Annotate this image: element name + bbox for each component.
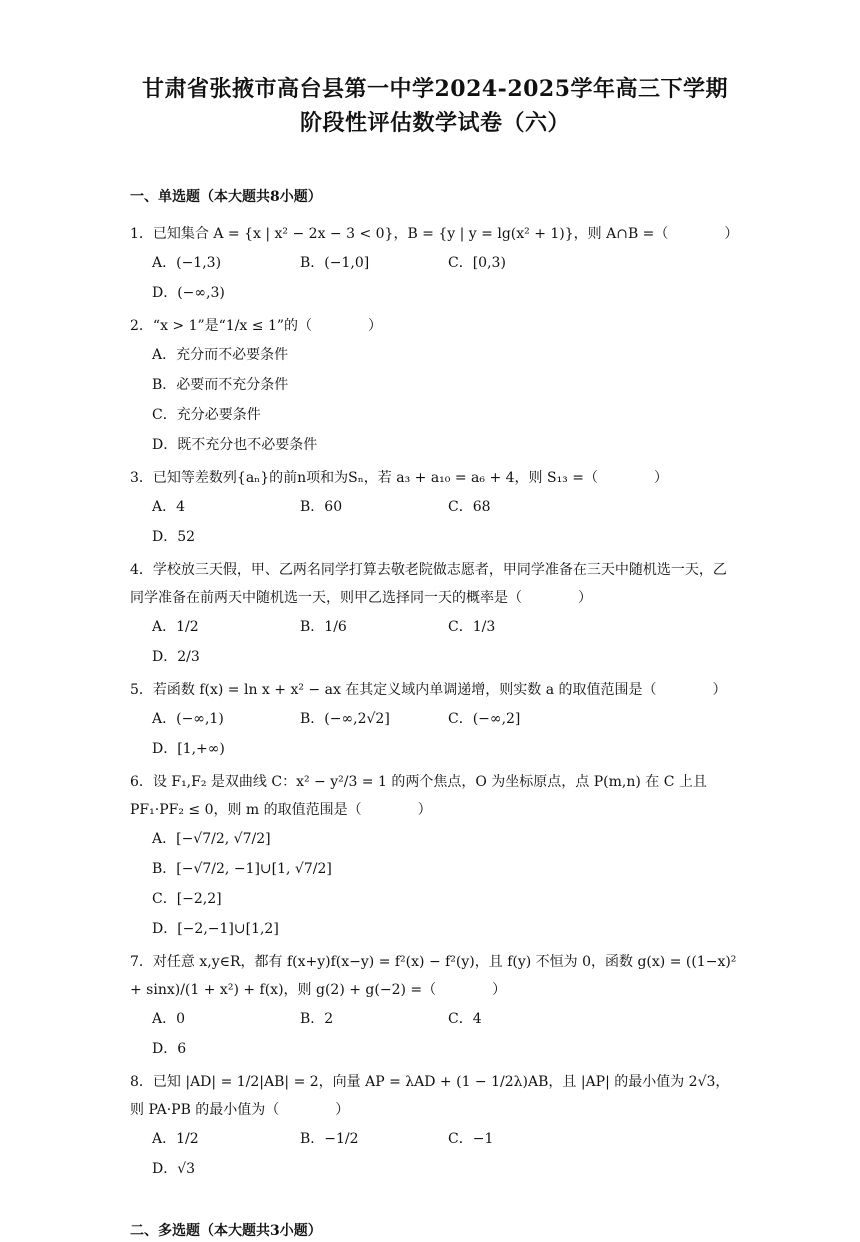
option-b: B．(−∞,2√2] bbox=[300, 711, 390, 727]
option-b: B．必要而不充分条件 bbox=[152, 377, 289, 393]
page-title-line-1: 甘肃省张掖市高台县第一中学2024-2025学年高三下学期 bbox=[141, 76, 729, 102]
option-c: C．[−2,2] bbox=[152, 891, 222, 907]
section-heading-single-choice: 一、单选题（本大题共8小题） bbox=[130, 189, 322, 205]
option-a: A．充分而不必要条件 bbox=[152, 347, 289, 363]
option-a: A．(−∞,1) bbox=[152, 711, 224, 727]
option-d: D．[−2,−1]∪[1,2] bbox=[152, 921, 279, 937]
question-6 bbox=[130, 768, 740, 944]
question-4 bbox=[130, 556, 740, 672]
option-c: C．充分必要条件 bbox=[152, 407, 261, 423]
question-stem: 6．设 F₁,F₂ 是双曲线 C：x² − y²/3 = 1 的两个焦点，O 为坐标原点，点 P(m,n) 在 C 上且 PF₁·PF₂ ≤ 0，则 m 的取值范围是（ ） bbox=[130, 774, 707, 818]
options-row bbox=[152, 1004, 740, 1064]
question-3 bbox=[130, 464, 740, 552]
section-heading-multiple-choice: 二、多选题（本大题共3小题） bbox=[130, 1223, 322, 1239]
option-b: B．2 bbox=[300, 1011, 334, 1027]
option-c: C．4 bbox=[448, 1011, 482, 1027]
option-a: A．(−1,3) bbox=[152, 255, 222, 271]
options-row bbox=[152, 492, 740, 552]
question-stem: 7．对任意 x,y∈R，都有 f(x+y)f(x−y) = f²(x) − f²(y)，且 f(y) 不恒为 0，函数 g(x) = ((1−x)² + sinx)/(1 + x²) + f(x)，则 g(2) + g(−2) =（ ） bbox=[130, 954, 737, 998]
option-d: D．√3 bbox=[152, 1161, 196, 1177]
option-b: B．−1/2 bbox=[300, 1131, 359, 1147]
option-d: D．2/3 bbox=[152, 649, 200, 665]
options-row bbox=[152, 704, 740, 764]
option-d: D．(−∞,3) bbox=[152, 285, 225, 301]
option-b: B．60 bbox=[300, 499, 343, 515]
option-c: C．[0,3) bbox=[448, 255, 506, 271]
question-stem: 3．已知等差数列{aₙ}的前n项和为Sₙ，若 a₃ + a₁₀ = a₆ + 4，则 S₁₃ =（ ） bbox=[130, 470, 668, 486]
option-a: A．1/2 bbox=[152, 619, 199, 635]
option-c: C．1/3 bbox=[448, 619, 496, 635]
question-stem: 8．已知 |AD| = 1/2|AB| = 2，向量 AP = λAD + (1 − 1/2λ)AB，且 |AP| 的最小值为 2√3，则 PA·PB 的最小值为（ ） bbox=[130, 1074, 730, 1118]
options-grid bbox=[152, 340, 740, 460]
question-stem: 5．若函数 f(x) = ln x + x² − ax 在其定义域内单调递增，则实数 a 的取值范围是（ ） bbox=[130, 682, 727, 698]
option-a: A．1/2 bbox=[152, 1131, 199, 1147]
question-5 bbox=[130, 676, 740, 764]
option-c: C．(−∞,2] bbox=[448, 711, 521, 727]
options-grid bbox=[152, 824, 740, 944]
option-a: A．0 bbox=[152, 1011, 186, 1027]
option-d: D．既不充分也不必要条件 bbox=[152, 437, 318, 453]
option-b: B．[−√7/2, −1]∪[1, √7/2] bbox=[152, 861, 332, 877]
option-d: D．52 bbox=[152, 529, 196, 545]
option-d: D．[1,+∞) bbox=[152, 741, 225, 757]
option-a: A．4 bbox=[152, 499, 186, 515]
options-row bbox=[152, 612, 740, 672]
option-d: D．6 bbox=[152, 1041, 187, 1057]
question-stem: 1．已知集合 A = {x | x² − 2x − 3 < 0}，B = {y | y = lg(x² + 1)}，则 A∩B =（ ） bbox=[130, 226, 739, 242]
options-row bbox=[152, 1124, 740, 1184]
question-2 bbox=[130, 312, 740, 460]
page-title-line-2: 阶段性评估数学试卷（六） bbox=[299, 110, 570, 136]
options-row bbox=[152, 248, 740, 308]
option-c: C．68 bbox=[448, 499, 491, 515]
question-7 bbox=[130, 948, 740, 1064]
question-stem: 4．学校放三天假，甲、乙两名同学打算去敬老院做志愿者，甲同学准备在三天中随机选一天，乙同学准备在前两天中随机选一天，则甲乙选择同一天的概率是（ ） bbox=[130, 562, 727, 606]
option-c: C．−1 bbox=[448, 1131, 494, 1147]
option-a: A．[−√7/2, √7/2] bbox=[152, 831, 271, 847]
option-b: B．1/6 bbox=[300, 619, 347, 635]
question-8 bbox=[130, 1068, 740, 1184]
question-stem: 2．“x > 1”是“1/x ≤ 1”的（ ） bbox=[130, 318, 383, 334]
question-1 bbox=[130, 220, 740, 308]
option-b: B．(−1,0] bbox=[300, 255, 370, 271]
